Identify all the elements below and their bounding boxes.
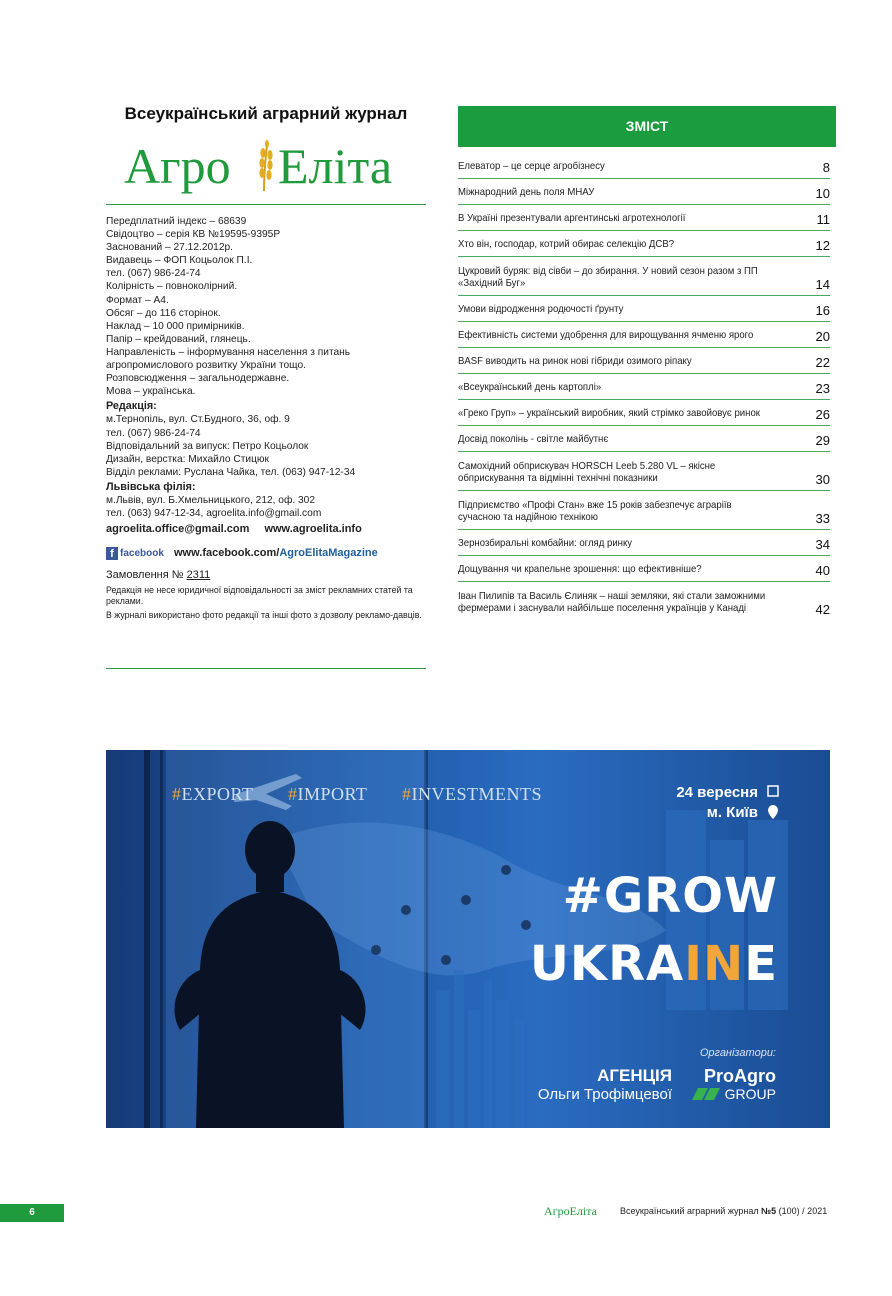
toc-item[interactable] [458,530,830,556]
facebook-url-page: AgroElitaMagazine [279,547,378,560]
ad-headline-grow: #GROW [562,868,778,924]
toc-item-page: 22 [815,355,830,370]
proagro-mark-icon [692,1088,720,1100]
imprint-line: Передплатний індекс – 68639 [106,216,247,227]
imprint-line: Наклад – 10 000 примірників. [106,320,245,332]
toc-item-title: Зернозбиральні комбайни: огляд ринку [458,538,633,550]
footer-issue-rest: (100) / 2021 [778,1206,828,1216]
toc-item-title: Іван Пилипів та Василь Єлиняк – наші земляки, які стали заможними фермерами і заснували найбільше поселення українців у Канаді [458,590,766,615]
toc-item-title: Елеватор – це серце агробізнесу [458,161,605,173]
journal-subtitle: Всеукраїнський аграрний журнал [124,104,408,123]
toc-item[interactable] [458,400,830,426]
ad-tag-hash: # [288,784,298,804]
imprint-line: Формат – А4. [106,294,169,306]
order-number [106,569,426,582]
imprint-line: Направленість – інформування населення з питань агропромислового розвитку України тощо. [106,346,351,372]
toc-item-title: Міжнародний день поля МНАУ [458,187,595,199]
branch-heading: Львівська філія: [106,480,196,493]
imprint-line: тел. (067) 986-24-74 [106,268,201,280]
logo-right-text: Еліта [278,138,393,194]
imprint-divider [106,668,426,669]
ad-agency-owner: Ольги Трофімцевої [537,1086,672,1103]
wheat-icon [259,140,272,191]
ad-headline-ukraine [530,936,778,992]
ad-tag-export [172,784,253,805]
toc-item-title: «Греко Груп» – український виробник, який стрімко завойовує ринок [458,408,760,420]
toc-item-title: Хто він, господар, котрий обирає селекцію ДСВ? [458,239,675,251]
ad-partner-name: ProAgro [704,1066,776,1086]
order-value: 2311 [186,569,211,582]
ad-partner-group: GROUP [724,1086,776,1102]
ad-tag-word: EXPORT [181,784,254,804]
photo-note: В журналі використано фото редакції та інші фото з дозволу рекламо-давців. [106,610,422,621]
toc-item-page: 23 [815,381,830,396]
masthead-divider [106,204,426,205]
logo-left-text: Агро [124,138,231,194]
imprint-line: Видавець – ФОП Коцьолок П.І. [106,255,253,267]
ad-tag-word: INVESTMENTS [411,784,542,804]
toc-item-page: 8 [822,160,830,175]
toc-item-title: Підприємство «Профі Стан» вже 15 років забезпечує аграріїв сучасною та надійною технікою [458,499,732,524]
location-pin-icon [768,805,778,819]
ad-tag-investments [402,784,542,805]
email-link[interactable]: agroelita.office@gmail.com [106,523,250,536]
imprint-block [106,215,426,621]
facebook-link[interactable] [174,547,378,560]
toc-item-page: 30 [815,472,830,487]
toc-item[interactable] [458,452,830,491]
ad-tag-hash: # [402,784,412,804]
calendar-icon [768,786,778,796]
toc-item[interactable] [458,374,830,400]
imprint-line: Розповсюдження – загальнодержавне. [106,373,290,385]
toc-item-page: 12 [815,238,830,253]
ad-city: м. Київ [706,804,758,821]
toc-item[interactable] [458,257,830,296]
ad-tag-word: IMPORT [297,784,368,804]
toc-item[interactable] [458,322,830,348]
toc-item-title: «Всеукраїнський день картоплі» [458,382,602,394]
toc-item[interactable] [458,231,830,257]
footer-journal-name: Всеукраїнський аграрний журнал [620,1206,759,1216]
order-label: Замовлення № [106,569,184,582]
page-number: 6 [0,1204,64,1222]
toc-item[interactable] [458,491,830,530]
toc-item-page: 10 [815,186,830,201]
imprint-line: Колірність – повноколірний. [106,281,238,293]
toc-item-page: 20 [815,329,830,344]
ad-tag-hash: # [172,784,182,804]
toc-item-page: 34 [815,537,830,552]
editorial-line: м.Тернопіль, вул. Ст.Будного, 36, оф. 9 [106,414,290,426]
editorial-heading: Редакція: [106,400,157,413]
toc-item-page: 14 [815,277,830,292]
ad-agency-name: АГЕНЦІЯ [597,1066,672,1085]
toc-item[interactable] [458,348,830,374]
imprint-line: Обсяг – до 116 сторінок. [106,307,221,319]
toc-item-page: 26 [815,407,830,422]
toc-item-page: 42 [815,602,830,617]
imprint-line: Папір – крейдований, глянець. [106,333,251,345]
ad-headline-part: E [744,936,778,992]
facebook-row [106,546,426,561]
imprint-line: Свідоцтво – серія КВ №19595-9395Р [106,229,281,241]
toc-item-title: Цукровий буряк: від сівби – до збирання. У новий сезон разом з ПП «Західний Буг» [458,265,758,290]
ad-headline-highlight: IN [684,936,745,992]
ad-headline-part: UKRA [529,936,685,992]
toc-item-title: Дощування чи крапельне зрошення: що ефективніше? [458,564,702,576]
branch-line: м.Львів, вул. Б.Хмельницького, 212, оф. 302 [106,494,316,506]
website-link[interactable]: www.agroelita.info [264,523,362,536]
toc-item[interactable] [458,426,830,452]
editorial-line: Відділ реклами: Руслана Чайка, тел. (063) 947-12-34 [106,466,356,478]
toc-item[interactable] [458,179,830,205]
toc-item-page: 33 [815,511,830,526]
contact-row [106,523,426,536]
toc-item[interactable] [458,205,830,231]
toc-item-title: Умови відродження родючості ґрунту [458,304,624,316]
toc-item-title: Ефективність системи удобрення для вирощування ячменю ярого [458,330,754,342]
editorial-line: Відповідальний за випуск: Петро Коцьолок [106,440,309,452]
footer-journal-info [620,1206,827,1216]
ad-organizers-label: Організатори: [699,1047,776,1059]
toc-item-title: Досвід поколінь - світле майбутнє [458,434,609,446]
legal-note: Редакція не несе юридичної відповідальності за зміст рекламних статей та реклами. [106,585,413,607]
imprint-line: Заснований – 27.12.2012р. [106,242,233,254]
editorial-line: тел. (067) 986-24-74 [106,427,201,439]
toc-item[interactable] [458,150,830,179]
toc-title: ЗМІСТ [458,106,836,147]
facebook-label: facebook [120,548,164,560]
toc-item[interactable] [458,556,830,582]
grow-ukraine-ad[interactable] [106,750,830,1128]
ad-date: 24 вересня [676,784,758,801]
toc-item[interactable] [458,582,830,620]
toc-item-title: Самохідний обприскувач HORSCH Leeb 5.280 VL – якісне обприскування та відмінні технічні показники [458,460,716,485]
toc-item-page: 11 [816,212,830,227]
toc-item[interactable] [458,296,830,322]
branch-line: тел. (063) 947-12-34, agroelita.info@gmail.com [106,508,322,520]
journal-logo [120,135,420,195]
facebook-url-prefix: www.facebook.com/ [174,547,280,560]
imprint-line: Мова – українська. [106,386,196,398]
editorial-line: Дизайн, верстка: Михайло Стицюк [106,453,270,465]
facebook-icon: f facebook [106,546,168,561]
toc-item-page: 40 [815,563,830,578]
toc-item-title: BASF виводить на ринок нові гібриди озимого ріпаку [458,356,692,368]
toc-item-title: В Україні презентували аргентинські агротехнології [458,213,686,225]
logo-graphic [120,135,420,195]
footer-logo: АгроЕліта [544,1204,597,1218]
toc-item-page: 29 [815,433,830,448]
toc-item-page: 16 [815,303,830,318]
footer-issue-number: №5 [761,1206,777,1216]
ad-tag-import [288,784,367,805]
